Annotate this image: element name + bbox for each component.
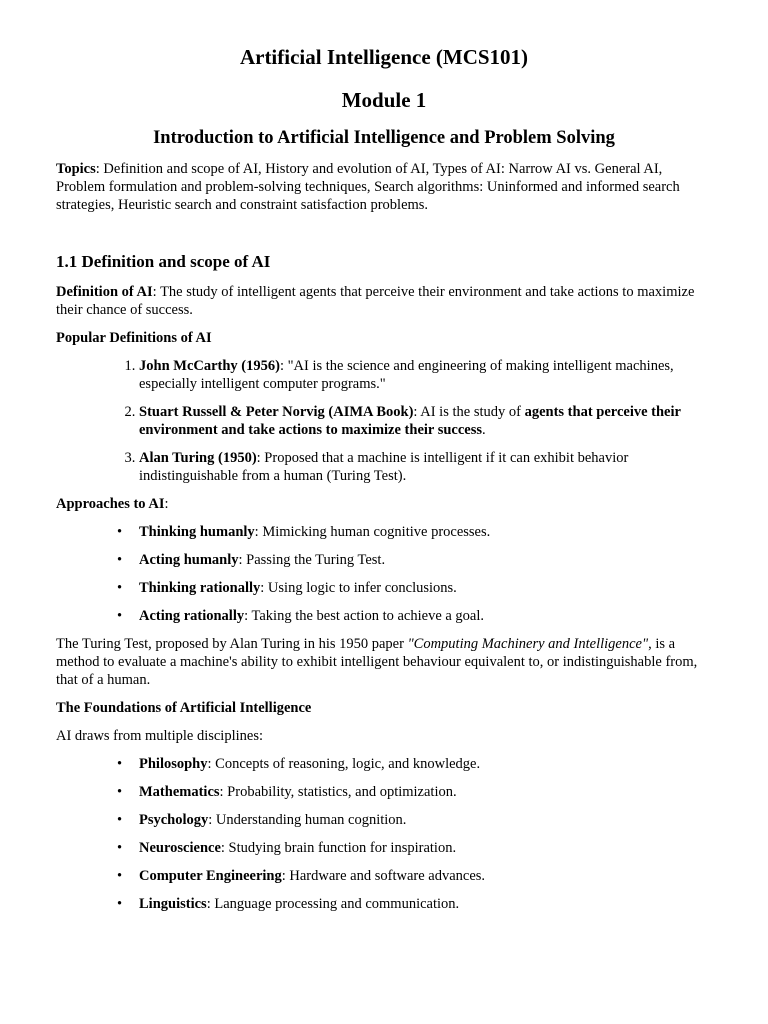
- discipline-term: Philosophy: [139, 756, 208, 772]
- discipline-term: Mathematics: [139, 784, 220, 800]
- section-heading: 1.1 Definition and scope of AI: [56, 252, 271, 271]
- topics-label: Topics: [56, 161, 96, 177]
- bullet-icon: •: [117, 840, 123, 856]
- approaches-label: Approaches to AI: [56, 496, 165, 512]
- list-item: [117, 783, 712, 801]
- approach-text: : Mimicking human cognitive processes.: [254, 524, 491, 540]
- approach-term: Acting rationally: [139, 608, 245, 624]
- bullet-icon: •: [117, 524, 123, 540]
- discipline-text: : Probability, statistics, and optimization.: [219, 784, 457, 800]
- list-item: [117, 867, 712, 885]
- list-item: [117, 607, 712, 625]
- bullet-icon: •: [117, 608, 123, 624]
- document-title: Artificial Intelligence (MCS101): [239, 45, 529, 69]
- bullet-icon: •: [117, 784, 123, 800]
- definition-paragraph: [56, 283, 712, 319]
- bullet-icon: •: [117, 580, 123, 596]
- list-item: [117, 811, 712, 829]
- turing-test-paragraph: [56, 635, 712, 689]
- module-subtitle: Introduction to Artificial Intelligence and Problem Solving: [153, 128, 615, 148]
- list-item: [117, 551, 712, 569]
- definition-text: : The study of intelligent agents that perceive their environment and take actions to maximize their chance of success.: [56, 284, 695, 318]
- approaches-suffix: :: [164, 496, 169, 512]
- list-item: [139, 449, 712, 485]
- approach-term: Acting humanly: [139, 552, 239, 568]
- foundations-heading: The Foundations of Artificial Intelligence: [56, 700, 312, 716]
- list-item: [117, 839, 712, 857]
- approaches-heading: [56, 495, 712, 513]
- definition-author: Stuart Russell & Peter Norvig (AIMA Book): [139, 404, 414, 420]
- definition-quote: : Proposed that a machine is intelligent if it can exhibit behavior indistinguishable from a human (Turing Test).: [139, 450, 629, 484]
- list-item: [139, 357, 712, 393]
- list-item: [139, 403, 712, 439]
- definition-quote: : "AI is the science and engineering of making intelligent machines, especially intelligent computer programs.": [139, 358, 674, 392]
- list-item: [117, 579, 712, 597]
- approach-text: : Taking the best action to achieve a goal.: [244, 608, 485, 624]
- list-item: [117, 523, 712, 541]
- discipline-term: Computer Engineering: [139, 868, 282, 884]
- approach-term: Thinking rationally: [139, 580, 261, 596]
- popular-definitions-heading: Popular Definitions of AI: [56, 330, 212, 346]
- discipline-term: Psychology: [139, 812, 209, 828]
- discipline-text: : Language processing and communication.: [206, 896, 460, 912]
- bullet-icon: •: [117, 868, 123, 884]
- topics-text: : Definition and scope of AI, History and evolution of AI, Types of AI: Narrow AI vs. General AI, Problem formulation and problem-solving techniques, Search algorithms: Uninformed and informed search strategies, Heuristic search and constraint satisfaction problems.: [56, 161, 680, 213]
- definition-author: Alan Turing (1950): [139, 450, 257, 466]
- foundations-intro: AI draws from multiple disciplines:: [56, 728, 263, 744]
- turing-text-end: , is a method to evaluate a machine's ability to exhibit intelligent behaviour equivalent to, or indistinguishable from, that of a human.: [56, 636, 698, 688]
- paper-title: "Computing Machinery and Intelligence": [407, 636, 649, 652]
- popular-definitions-list: [56, 357, 712, 485]
- bullet-icon: •: [117, 896, 123, 912]
- discipline-text: : Studying brain function for inspiration.: [220, 840, 457, 856]
- approaches-list: [56, 523, 712, 625]
- module-heading: Module 1: [341, 88, 427, 112]
- approach-term: Thinking humanly: [139, 524, 255, 540]
- discipline-text: : Understanding human cognition.: [208, 812, 407, 828]
- turing-text-start: The Turing Test, proposed by Alan Turing in his 1950 paper: [56, 636, 408, 652]
- approach-text: : Passing the Turing Test.: [238, 552, 386, 568]
- definition-end: .: [482, 422, 486, 438]
- definition-emphasis: agents that perceive their environment and take actions to maximize their success: [139, 404, 681, 438]
- bullet-icon: •: [117, 756, 123, 772]
- foundations-list: [56, 755, 712, 913]
- list-item: [117, 755, 712, 773]
- discipline-text: : Concepts of reasoning, logic, and knowledge.: [207, 756, 481, 772]
- topics-paragraph: [56, 160, 712, 214]
- definition-quote: : AI is the study of: [413, 404, 525, 420]
- list-item: [117, 895, 712, 913]
- discipline-term: Neuroscience: [139, 840, 221, 856]
- definition-author: John McCarthy (1956): [139, 358, 280, 374]
- approach-text: : Using logic to infer conclusions.: [260, 580, 457, 596]
- discipline-text: : Hardware and software advances.: [281, 868, 486, 884]
- bullet-icon: •: [117, 812, 123, 828]
- discipline-term: Linguistics: [139, 896, 207, 912]
- bullet-icon: •: [117, 552, 123, 568]
- definition-label: Definition of AI: [56, 284, 153, 300]
